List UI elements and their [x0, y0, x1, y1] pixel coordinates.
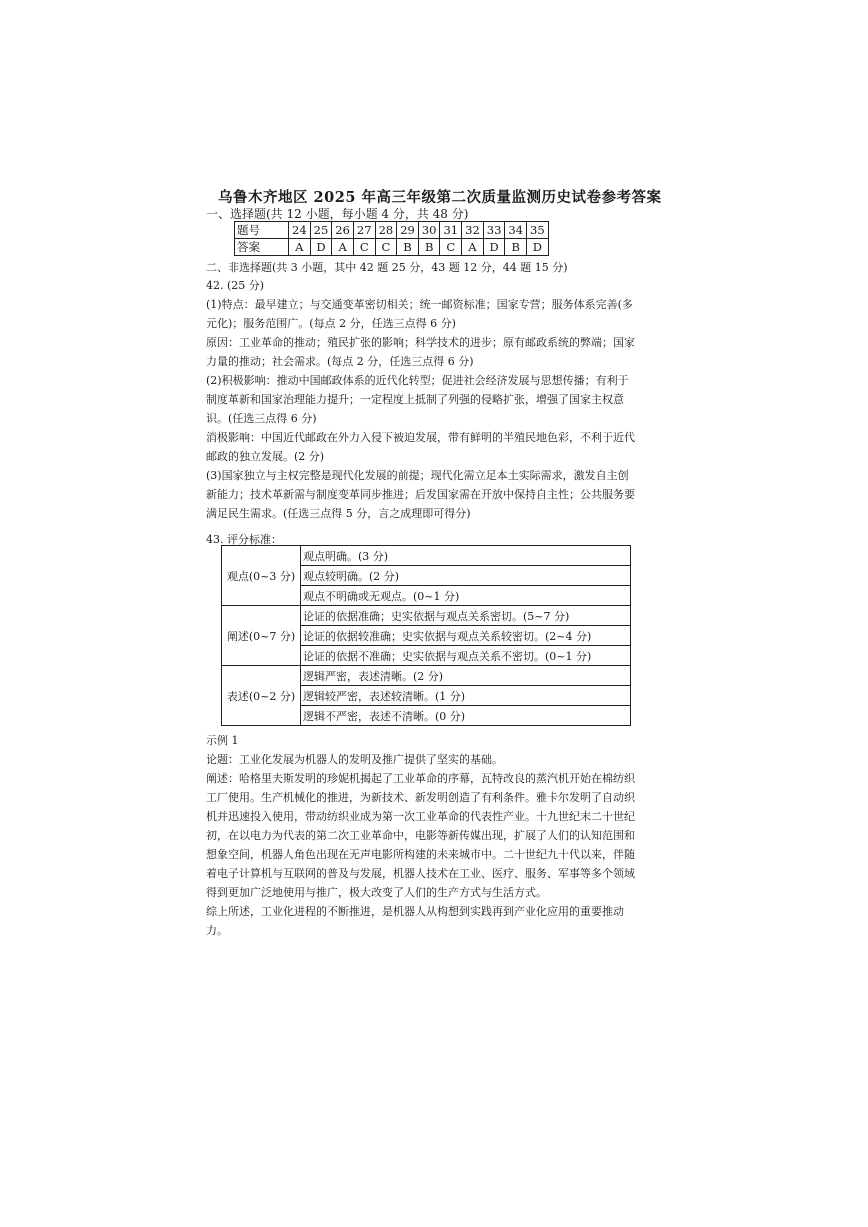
- table-cell: A: [332, 239, 354, 256]
- question-number-row: [235, 222, 549, 239]
- rubric-item: 论证的依据准确；史实依据与观点关系密切。(5~7 分): [301, 606, 631, 626]
- example-paragraph: 综上所述，工业化进程的不断推进，是机器人从构想到实践再到产业化应用的重要推动力。: [206, 905, 624, 937]
- rubric-item: 观点不明确或无观点。(0~1 分): [301, 586, 631, 606]
- q42-paragraph: (1)特点：最早建立；与交通变革密切相关；统一邮资标准；国家专营；服务体系完善(多元化)；服务范围广。(每点 2 分，任选三点得 6 分): [206, 298, 633, 330]
- table-row: [222, 546, 631, 566]
- rubric-category: 观点(0~3 分): [222, 546, 301, 606]
- rubric-category: 表述(0~2 分): [222, 666, 301, 726]
- table-cell: 29: [397, 222, 419, 239]
- answer-row: [235, 239, 549, 256]
- table-row: [222, 666, 631, 686]
- rubric-item: 论证的依据较准确；史实依据与观点关系较密切。(2~4 分): [301, 626, 631, 646]
- scoring-rubric-table: [221, 545, 631, 726]
- table-cell: 32: [462, 222, 484, 239]
- table-cell: B: [505, 239, 527, 256]
- rubric-item: 逻辑不严密，表述不清晰。(0 分): [301, 706, 631, 726]
- table-cell: B: [397, 239, 419, 256]
- table-cell: 34: [505, 222, 527, 239]
- example-paragraph: 阐述：哈格里夫斯发明的珍妮机揭起了工业革命的序幕，瓦特改良的蒸汽机开始在棉纺织工厂使用。生产机械化的推进，为新技术、新发明创造了有利条件。雅卡尔发明了自动织机并迅速投入使用，带动纺织业成为第一次工业革命的代表性产业。十九世纪末二十世纪初，在以电力为代表的第二次工业革命中，电影等新传媒出现，扩展了人们的认知范围和想象空间，机器人角色出现在无声电影所构建的未来城市中。二十世纪九十代以来，伴随着电子计算机与互联网的普及与发展，机器人技术在工业、医疗、服务、军事等多个领域得到更加广泛地使用与推广，极大改变了人们的生产方式与生活方式。: [206, 772, 635, 899]
- rubric-item: 观点明确。(3 分): [301, 546, 631, 566]
- q42-label: 42. (25 分): [206, 279, 265, 292]
- table-cell: D: [310, 239, 332, 256]
- rubric-item: 逻辑严密，表述清晰。(2 分): [301, 666, 631, 686]
- table-cell: D: [527, 239, 549, 256]
- section1-heading: 一、选择题(共 12 小题，每小题 4 分，共 48 分): [206, 207, 469, 221]
- table-cell: 35: [527, 222, 549, 239]
- rubric-category: 阐述(0~7 分): [222, 606, 301, 666]
- table-cell: 26: [332, 222, 354, 239]
- example-label: 示例 1: [206, 734, 239, 747]
- table-cell: C: [353, 239, 375, 256]
- q42-paragraph: (3)国家独立与主权完整是现代化发展的前提；现代化需立足本土实际需求，激发自主创新能力；技术革新需与制度变革同步推进；后发国家需在开放中保持自主性；公共服务要满足民生需求。(任选三点得 5 分，言之成理即可得分): [206, 469, 635, 520]
- table-cell: 31: [440, 222, 462, 239]
- table-cell: 27: [353, 222, 375, 239]
- example-paragraph: 论题：工业化发展为机器人的发明及推广提供了坚实的基础。: [206, 753, 503, 766]
- table-cell: 答案: [235, 239, 289, 256]
- table-cell: C: [375, 239, 397, 256]
- table-row: [222, 606, 631, 626]
- q42-paragraph: (2)积极影响：推动中国邮政体系的近代化转型；促进社会经济发展与思想传播；有利于制度革新和国家治理能力提升；一定程度上抵制了列强的侵略扩张，增强了国家主权意识。(任选三点得 6 分): [206, 374, 629, 425]
- answer-table: [234, 221, 549, 256]
- question-42: [206, 276, 638, 523]
- table-cell: A: [462, 239, 484, 256]
- rubric-item: 论证的依据不准确；史实依据与观点关系不密切。(0~1 分): [301, 646, 631, 666]
- table-cell: B: [418, 239, 440, 256]
- q43-label: 43. 评分标准：: [206, 533, 282, 546]
- table-cell: 24: [289, 222, 311, 239]
- table-cell: 25: [310, 222, 332, 239]
- table-cell: C: [440, 239, 462, 256]
- q42-paragraph: 消极影响：中国近代邮政在外力入侵下被迫发展，带有鲜明的半殖民地色彩，不利于近代邮政的独立发展。(2 分): [206, 431, 635, 463]
- q42-paragraph: 原因：工业革命的推动；殖民扩张的影响；科学技术的进步；原有邮政系统的弊端；国家力量的推动；社会需求。(每点 2 分，任选三点得 6 分): [206, 336, 635, 368]
- rubric-item: 逻辑较严密，表述较清晰。(1 分): [301, 686, 631, 706]
- document-title: 乌鲁木齐地区 2025 年高三年级第二次质量监测历史试卷参考答案: [218, 189, 662, 206]
- table-cell: A: [289, 239, 311, 256]
- table-cell: D: [483, 239, 505, 256]
- table-cell: 28: [375, 222, 397, 239]
- table-cell: 30: [418, 222, 440, 239]
- table-cell: 33: [483, 222, 505, 239]
- section2-heading: 二、非选择题(共 3 小题，其中 42 题 25 分，43 题 12 分，44 题 15 分): [206, 261, 568, 274]
- table-cell: 题号: [235, 222, 289, 239]
- example-1: [206, 731, 638, 940]
- rubric-item: 观点较明确。(2 分): [301, 566, 631, 586]
